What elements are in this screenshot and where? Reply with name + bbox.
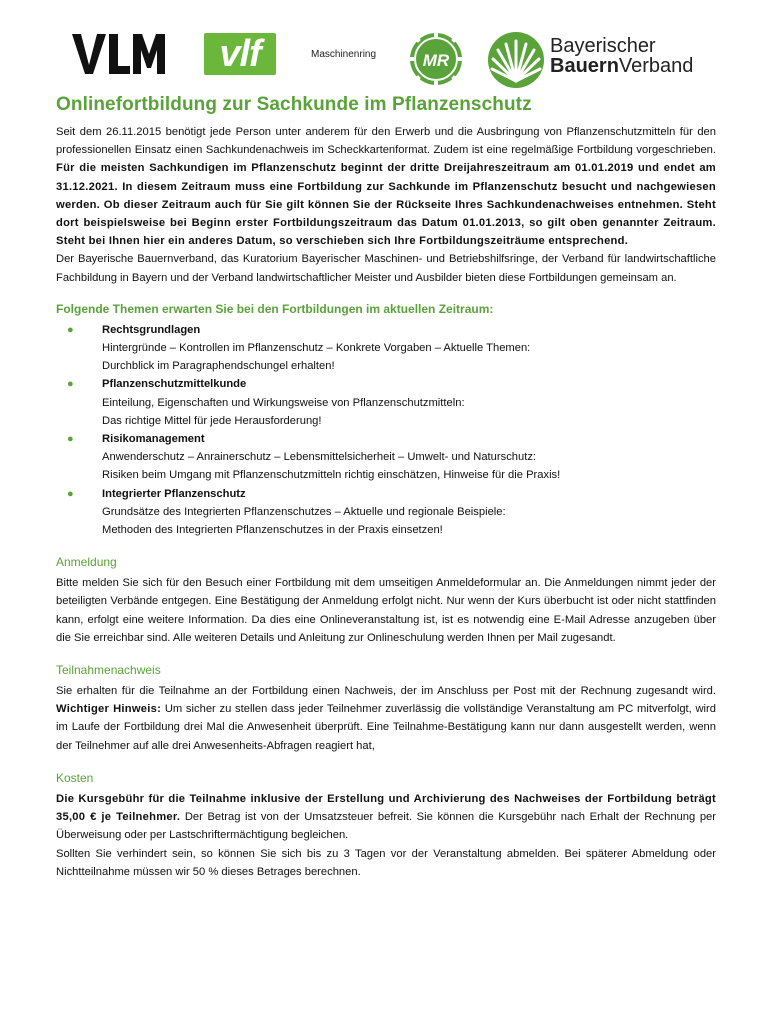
page-title: Onlinefortbildung zur Sachkunde im Pflanzenschutz (56, 94, 532, 115)
teilnahme-heading: Teilnahmenachweis (56, 663, 161, 678)
organizers-paragraph: Der Bayerische Bauernverband, das Kuratorium Bayerischer Maschinen- und Betriebshilfsringe, der Verband für landwirtschaftliche Fachbildung in Bayern und der Verband landwirtschaftlicher Meister und Ausbilder bieten diese Fortbildungen gemeinsam an. (56, 253, 716, 284)
topics-list (56, 321, 716, 539)
cancellation-paragraph: Sollten Sie verhindert sein, so können Sie sich bis zu 3 Tagen vor der Veranstaltung abmelden. Bei späterer Abmeldung oder Nichtteilnahme müssen wir 50 % dieses Betrages berechnen. (56, 847, 716, 878)
list-item: ● Pflanzenschutzmittelkunde Einteilung, Eigenschaften und Wirkungsweise von Pflanzenschutzmitteln: Das richtige Mittel für jede Herausforderung! (56, 375, 716, 430)
logo-header (0, 0, 770, 95)
important-note-label: Wichtiger Hinweis: (56, 703, 162, 716)
bbv-wordmark: Bayerischer BauernVerband (550, 35, 694, 77)
teilnahme-paragraph: Sie erhalten für die Teilnahme an der Fortbildung einen Nachweis, der im Anschluss per Post mit der Rechnung zugesandt wird. Wichtiger Hinweis: Um sicher zu stellen dass jeder Teilnehmer zuverlässig die vollständige Veranstaltung am PC mitverfolgt, wird im Laufe der Fortbildung drei Mal die Anwesenheit überprüft. Eine Teilnahme-Bestätigung kann nur dann ausgestellt werden, wenn der Teilnehmer auf alle drei Anwesenheits-Abfragen reagiert hat, (56, 685, 716, 752)
list-item: ● Rechtsgrundlagen Hintergründe – Kontrollen im Pflanzenschutz – Konkrete Vorgaben – Aktuelle Themen: Durchblick im Paragraphendschungel erhalten! (56, 321, 716, 376)
mr-seal-logo (408, 31, 464, 92)
list-item: ● Integrierter Pflanzenschutz Grundsätze des Integrierten Pflanzenschutzes – Aktuelle und regionale Beispiele: Methoden des Integrierten Pflanzenschutzes in der Praxis einsetzen! (56, 485, 716, 540)
intro-paragraph: Seit dem 26.11.2015 benötigt jede Person unter anderem für den Erwerb und die Ausbringung von Pflanzenschutzmitteln für den professionellen Einsatz einen Sachkundenachweis im Scheckkartenformat. Zudem ist eine regelmäßige Fortbildung vorgeschrieben. Für die meisten Sachkundigen im Pflanzenschutz beginnt der dritte Dreijahreszeitraum am 01.01.2019 und endet am 31.12.2021. In diesem Zeitraum muss eine Fortbildung zur Sachkunde im Pflanzenschutz besucht und nachgewiesen werden. Ob dieser Zeitraum auch für Sie gilt können Sie der Rückseite Ihres Sachkundenachweises entnehmen. Steht dort beispielsweise bei Beginn erster Fortbildungszeitraum das Datum 01.01.2013, so gilt oben genannter Zeitraum. Steht bei Ihnen hier ein anderes Datum, so verschieben sich Ihre Fortbildungszeiträume entsprechend. (56, 126, 716, 248)
svg-text:MR: MR (422, 51, 450, 70)
topics-heading: Folgende Themen erwarten Sie bei den Fortbildungen im aktuellen Zeitraum: (56, 301, 494, 316)
kosten-heading: Kosten (56, 770, 94, 785)
maschinenring-label: Maschinenring (311, 49, 377, 60)
vlm-logo (72, 32, 168, 81)
anmeldung-heading: Anmeldung (56, 555, 117, 570)
bbv-leaf-logo (487, 31, 545, 94)
bullet-icon: ● (67, 323, 74, 336)
bullet-icon: ● (67, 433, 74, 446)
bullet-icon: ● (67, 487, 74, 500)
kosten-paragraph: Die Kursgebühr für die Teilnahme inklusive der Erstellung und Archivierung des Nachweises der Fortbildung beträgt 35,00 € je Teilnehmer. Der Betrag ist von der Umsatzsteuer befreit. Sie können die Kursgebühr nach Erhalt der Rechnung per Überweisung oder per Lastschriftermächtigung begleichen. (56, 792, 717, 842)
list-item: ● Risikomanagement Anwenderschutz – Anrainerschutz – Lebensmittelsicherheit – Umwelt- und Naturschutz: Risiken beim Umgang mit Pflanzenschutzmitteln richtig einschätzen, Hinweise für die Praxis! (56, 430, 716, 485)
document-body (56, 93, 716, 881)
fee-statement: Die Kursgebühr für die Teilnahme inklusive der Erstellung und Archivierung des Nachweises der Fortbildung beträgt 35,00 € je Teilnehmer. (56, 792, 716, 824)
vlf-logo: vlf (204, 33, 276, 75)
anmeldung-paragraph: Bitte melden Sie sich für den Besuch einer Fortbildung mit dem umseitigen Anmeldeformular an. Die Anmeldungen nimmt jeder der beteiligten Verbände entgegen. Eine Bestätigung der Anmeldung erfolgt nicht. Nur wenn der Kurs überbucht ist oder nicht stattfinden kann, erfolgt eine weitere Information. Da dies eine Onlineveranstaltung ist, ist es notwendig eine E-Mail Adresse anzugeben über die Sie erreichbar sind. Alle weiteren Details und Anleitung zur Onlineschulung werden Ihnen per Mail zugesandt. (56, 577, 716, 644)
intro-emphasis: Für die meisten Sachkundigen im Pflanzenschutz beginnt der dritte Dreijahreszeitraum am 01.01.2019 und endet am 31.12.2021. In diesem Zeitraum muss eine Fortbildung zur Sachkunde im Pflanzenschutz besucht und nachgewiesen werden. Ob dieser Zeitraum auch für Sie gilt können Sie der Rückseite Ihres Sachkundenachweises entnehmen. Steht dort beispielsweise bei Beginn erster Fortbildungszeitraum das Datum 01.01.2013, so gilt oben genannter Zeitraum. Steht bei Ihnen hier ein anderes Datum, so verschieben sich Ihre Fortbildungszeiträume entsprechend. (56, 162, 716, 248)
bullet-icon: ● (67, 378, 74, 391)
